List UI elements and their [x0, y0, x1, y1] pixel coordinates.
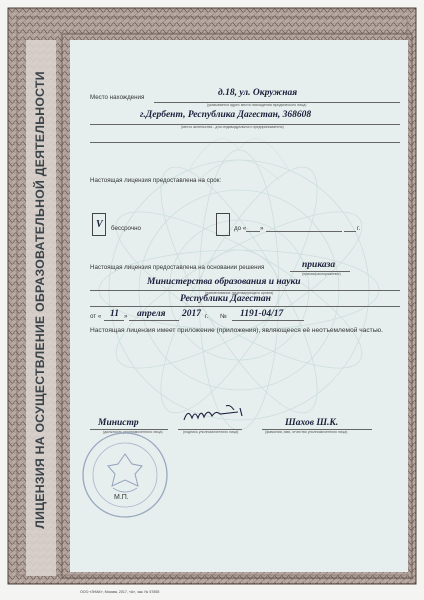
decision-type: приказа	[302, 260, 336, 270]
mp-label: М.П.	[114, 494, 129, 501]
sidebar-title: ЛИЦЕНЗИЯ НА ОСУЩЕСТВЛЕНИЕ ОБРАЗОВАТЕЛЬНОЙ ДЕЯТЕЛЬНОСТИ	[33, 71, 47, 529]
appendix-text: Настоящая лицензия имеет приложение (приложения), являющееся её неотъемлемой частью.	[90, 327, 383, 334]
signatory-position: Министр	[98, 418, 139, 428]
decision-number: 1191-04/17	[240, 309, 284, 319]
location-label: Место нахождения	[90, 94, 145, 101]
official-seal	[80, 430, 170, 520]
basis-label: Настоящая лицензия предоставлена на основании решения	[90, 264, 265, 271]
number-underline	[232, 320, 304, 321]
location-line2: г.Дербент, Республика Дагестан, 368608	[140, 110, 312, 120]
decision-month: апреля	[137, 309, 166, 319]
until-label: до «	[234, 225, 247, 232]
location-underline-3	[90, 142, 400, 143]
printer-footer: ООО «ЗНАК», Москва, 2017, «А», зак. № 57855	[80, 590, 160, 594]
signatory-name: Шахов Ш.К.	[285, 418, 339, 428]
decision-year: 2017	[182, 309, 201, 319]
date-prefix: от «	[90, 313, 102, 320]
name-caption: (фамилия, имя, отчество уполномоченного лица)	[265, 430, 348, 434]
month-underline	[129, 320, 179, 321]
year-suffix: г.	[205, 313, 209, 320]
authority-caption: (наименование лицензирующего органа)	[205, 291, 274, 295]
authority-underline-2	[90, 306, 400, 307]
handwritten-signature	[180, 402, 250, 428]
signature-caption: (подпись уполномоченного лица)	[183, 430, 239, 434]
location-caption-1: (указывается адрес места нахождения юридического лица)	[207, 103, 307, 107]
term-label: Настоящая лицензия предоставлена на срок:	[90, 177, 222, 184]
day-close: »	[124, 313, 128, 320]
day-underline	[104, 320, 124, 321]
until-month-line	[266, 231, 342, 232]
decision-caption: (приказ/распоряжение)	[302, 272, 341, 276]
authority-line2: Республики Дагестан	[180, 294, 271, 304]
until-year-line	[344, 231, 356, 232]
indefinite-label: бессрочно	[111, 225, 141, 232]
authority-line1: Министерства образования и науки	[147, 277, 301, 287]
location-caption-2: (место жительства - для индивидуального предпринимателя)	[181, 125, 284, 129]
until-checkbox	[216, 213, 230, 236]
indefinite-check-mark: V	[96, 219, 103, 230]
location-line1: д.18, ул. Окружная	[218, 88, 298, 98]
until-day-line	[246, 231, 260, 232]
until-day-close: »	[260, 225, 264, 232]
until-year-suffix: г.	[357, 225, 361, 232]
number-sign: №	[220, 313, 227, 320]
decision-day: 11	[110, 309, 119, 319]
position-caption: (должность уполномоченного лица)	[103, 430, 163, 434]
